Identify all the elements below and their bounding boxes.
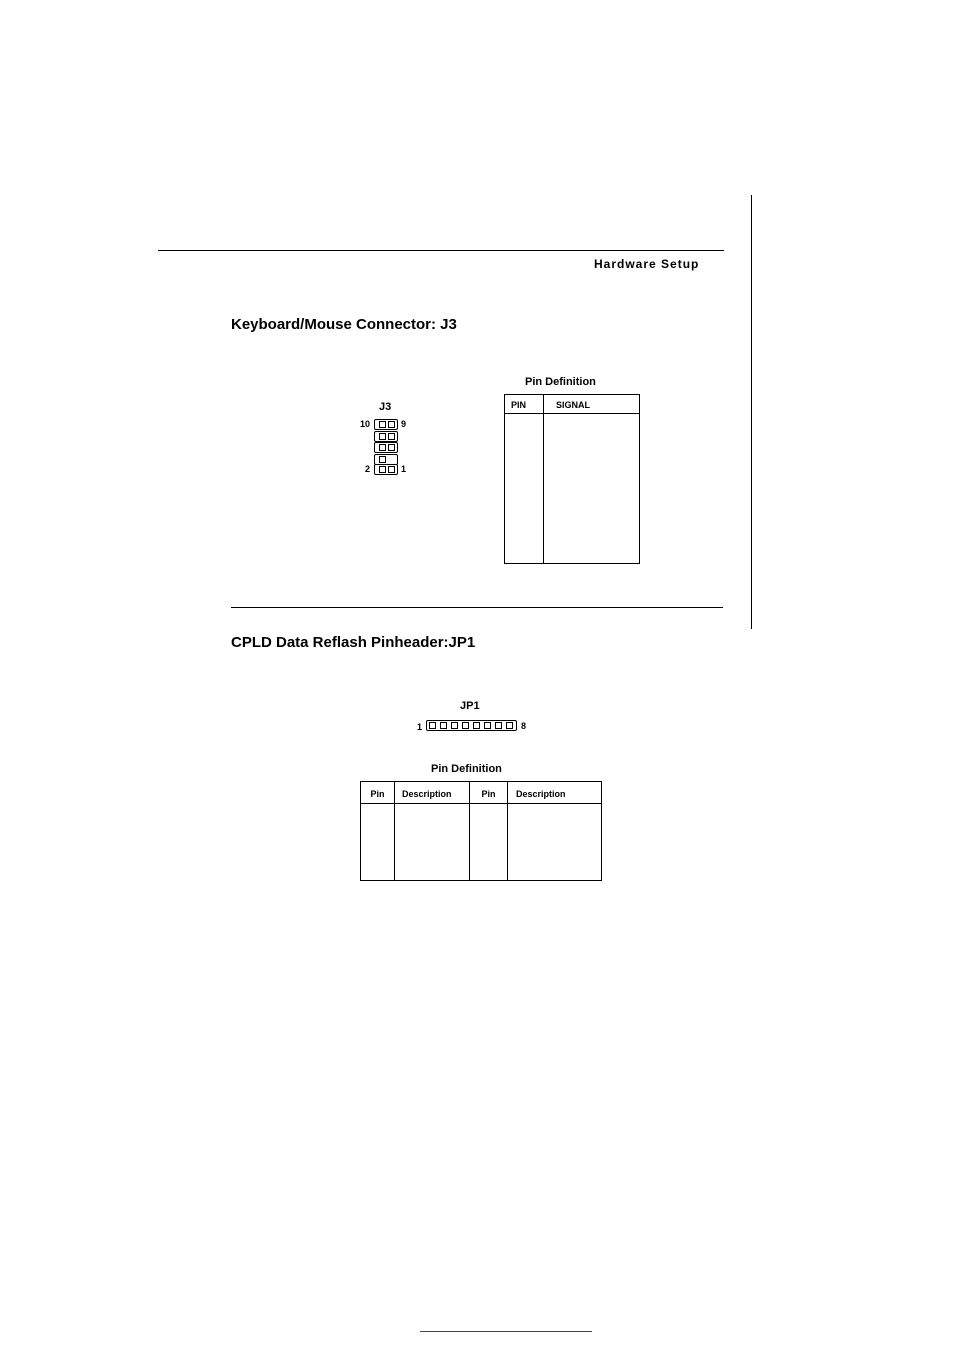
column-header-pin-2: Pin	[481, 788, 496, 799]
pin-icon	[388, 466, 395, 473]
table-header-cell	[470, 782, 508, 804]
table-row	[505, 414, 640, 564]
pin-icon	[379, 444, 386, 451]
table-header-cell	[395, 782, 470, 804]
pin-icon	[484, 722, 491, 729]
j3-pin-row	[374, 419, 398, 430]
side-rule	[751, 195, 752, 629]
pin-icon	[388, 444, 395, 451]
jp1-pin-1-label: 1	[417, 722, 423, 732]
jp1-connector-diagram	[426, 720, 517, 731]
j3-pin-row	[374, 442, 398, 453]
pin-icon	[429, 722, 436, 729]
j3-pin-row	[374, 431, 398, 442]
table-cell	[395, 804, 470, 881]
jp1-pin-8-label: 8	[521, 721, 527, 731]
table-cell	[470, 804, 508, 881]
pin-icon	[388, 421, 395, 428]
table-header-cell	[508, 782, 602, 804]
pin-icon	[379, 466, 386, 473]
keyboard-section-title: Keyboard/Mouse Connector: J3	[231, 316, 457, 333]
j3-pin-1-label: 1	[401, 464, 407, 474]
column-header-pin: PIN	[511, 400, 527, 410]
table-cell	[544, 414, 640, 564]
header-rule	[158, 250, 724, 251]
j3-pin-9-label: 9	[401, 419, 407, 429]
pin-icon	[379, 456, 386, 463]
pin-icon	[473, 722, 480, 729]
pin-icon	[506, 722, 513, 729]
column-header-description: Description	[402, 788, 452, 799]
j3-pin-2-label: 2	[365, 464, 371, 474]
pin-icon	[388, 433, 395, 440]
pin-icon	[379, 421, 386, 428]
j3-label: J3	[379, 401, 392, 413]
table-header-cell	[505, 395, 544, 414]
pin-icon	[379, 433, 386, 440]
jp1-pin-definition-caption: Pin Definition	[431, 763, 502, 775]
pin-icon	[451, 722, 458, 729]
column-header-description-2: Description	[516, 788, 566, 799]
pin-icon	[495, 722, 502, 729]
table-cell	[508, 804, 602, 881]
pin-icon	[462, 722, 469, 729]
jp1-pin-definition-table	[360, 781, 602, 881]
table-cell	[505, 414, 544, 564]
cpld-section-title: CPLD Data Reflash Pinheader:JP1	[231, 634, 476, 651]
footer-link-underline[interactable]	[420, 1331, 592, 1332]
running-header: Hardware Setup	[594, 257, 700, 271]
j3-pin-row	[374, 464, 398, 475]
jp1-label: JP1	[460, 700, 480, 712]
table-cell	[361, 804, 395, 881]
column-header-signal: SIGNAL	[556, 400, 591, 410]
table-header-cell	[361, 782, 395, 804]
j3-pin-10-label: 10	[360, 419, 371, 429]
column-header-pin: Pin	[370, 788, 385, 799]
j3-pin-definition-caption: Pin Definition	[525, 376, 596, 388]
table-row	[361, 804, 602, 881]
j3-connector-diagram	[355, 398, 415, 480]
pin-icon	[440, 722, 447, 729]
j3-pin-definition-table	[504, 394, 640, 564]
section-divider	[231, 607, 723, 608]
table-header-cell	[544, 395, 640, 414]
